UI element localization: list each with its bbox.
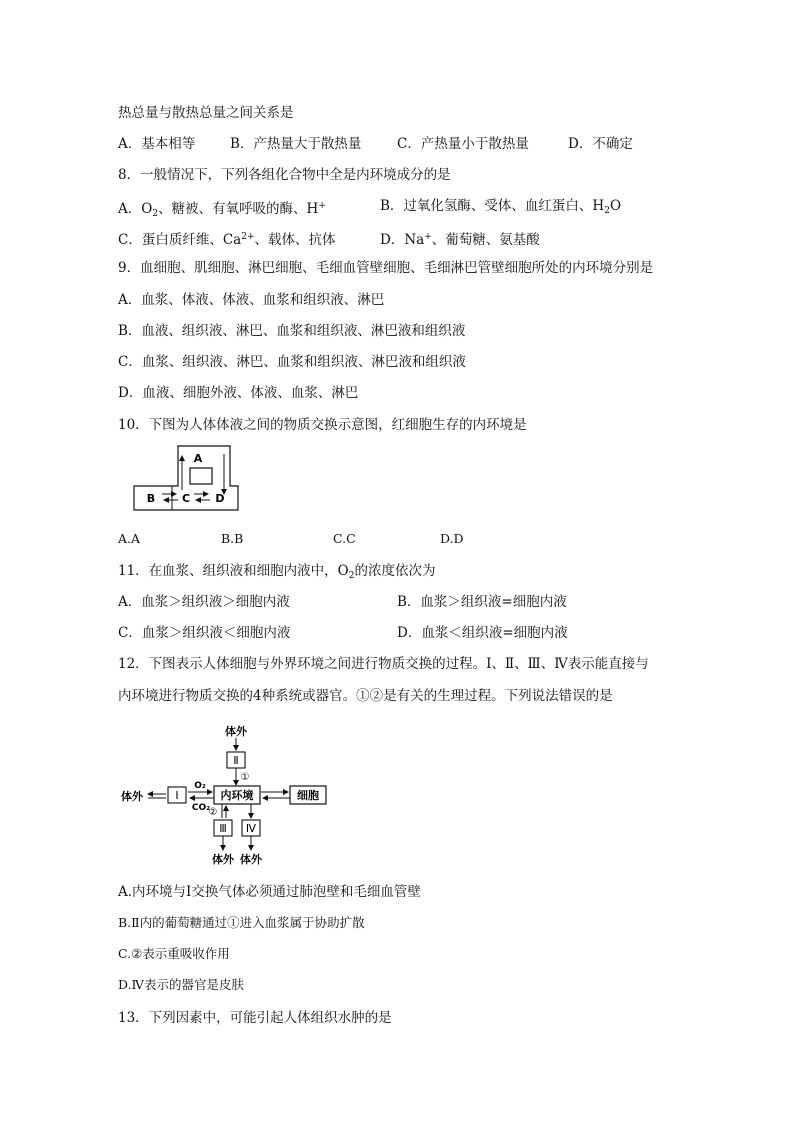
q11-option-a: A．血浆＞组织液＞细胞内液	[118, 594, 290, 610]
internal-environment-label: 内环境	[220, 789, 254, 802]
outside-label-bottom-right: 体外	[240, 853, 262, 866]
cell-label: 细胞	[297, 789, 319, 802]
q12-option-d: D.Ⅳ表示的器官是皮肤	[118, 977, 245, 992]
q9-option-c: C．血浆、组织液、淋巴、血浆和组织液、淋巴液和组织液	[118, 354, 466, 370]
q12-option-a: A.内环境与Ⅰ交换气体必须通过肺泡壁和毛细血管壁	[118, 884, 421, 900]
q7-option-a: A．基本相等	[118, 136, 196, 152]
q8-option-b: B．过氧化氢酶、受体、血红蛋白、$H_2O$	[380, 198, 622, 216]
outside-label-left: 体外	[121, 790, 143, 803]
q7-option-b: B．产热量大于散热量	[230, 136, 362, 152]
q8-option-c: C．蛋白质纤维、$Ca^{2+}$、载体、抗体	[118, 232, 336, 248]
q10-option-d: D.D	[440, 531, 464, 546]
process-1-label: ①	[240, 772, 250, 783]
diagram-label-d: D	[215, 492, 225, 505]
q10-stem: 10．下图为人体体液之间的物质交换示意图，红细胞生存的内环境是	[118, 417, 527, 433]
q12-option-c: C.②表示重吸收作用	[118, 946, 230, 961]
outside-label-top: 体外	[225, 725, 247, 738]
q10-option-c: C.C	[333, 531, 356, 546]
q11-option-b: B．血浆＞组织液=细胞内液	[397, 594, 567, 610]
q11-option-c: C．血浆＞组织液＜细胞内液	[118, 625, 291, 641]
body-fluid-exchange-diagram	[132, 444, 242, 512]
outside-label-bottom-left: 体外	[212, 853, 234, 866]
q8-option-a: A．$O_2$、糖被、有氧呼吸的酶、H+	[118, 201, 326, 219]
material-exchange-diagram	[118, 722, 348, 868]
q12-stem-line2: 内环境进行物质交换的4种系统或器官。①②是有关的生理过程。下列说法错误的是	[118, 688, 613, 704]
diagram-label-c: C	[181, 492, 191, 505]
roman-1-label: Ⅰ	[175, 789, 179, 802]
roman-2-label: Ⅱ	[233, 754, 239, 767]
process-2-label: ②	[208, 807, 218, 818]
q10-option-b: B.B	[221, 531, 244, 546]
q11-stem: 11．在血浆、组织液和细胞内液中，$O_2$的浓度依次为	[118, 563, 436, 581]
q13-stem: 13．下列因素中，可能引起人体组织水肿的是	[118, 1010, 392, 1026]
q11-option-d: D．血浆＜组织液=细胞内液	[397, 625, 568, 641]
q9-stem: 9．血细胞、肌细胞、淋巴细胞、毛细血管壁细胞、毛细淋巴管壁细胞所处的内环境分别是	[118, 260, 654, 276]
q10-option-a: A.A	[118, 531, 141, 546]
question-7-stem-continuation: 热总量与散热总量之间关系是	[118, 105, 294, 121]
q8-stem: 8．一般情况下，下列各组化合物中全是内环境成分的是	[118, 167, 451, 183]
diagram-label-a: A	[193, 452, 203, 465]
diagram-label-b: B	[146, 492, 156, 505]
q12-option-b: B.Ⅱ内的葡萄糖通过①进入血浆属于协助扩散	[118, 915, 365, 930]
q9-option-a: A．血浆、体液、体液、血浆和组织液、淋巴	[118, 292, 385, 308]
roman-3-label: Ⅲ	[219, 822, 227, 835]
o2-label: O₂	[194, 781, 206, 791]
q12-stem-line1: 12．下图表示人体细胞与外界环境之间进行物质交换的过程。Ⅰ、Ⅱ、Ⅲ、Ⅳ表示能直接与	[118, 656, 649, 672]
q9-option-d: D．血液、细胞外液、体液、血浆、淋巴	[118, 385, 359, 401]
q9-option-b: B．血液、组织液、淋巴、血浆和组织液、淋巴液和组织液	[118, 323, 466, 339]
co2-label: CO₂	[191, 803, 211, 813]
q8-option-d: D．Na+、葡萄糖、氨基酸	[380, 232, 540, 248]
q7-option-d: D．不确定	[568, 136, 633, 152]
roman-4-label: Ⅳ	[245, 822, 257, 835]
q7-option-c: C．产热量小于散热量	[397, 136, 529, 152]
